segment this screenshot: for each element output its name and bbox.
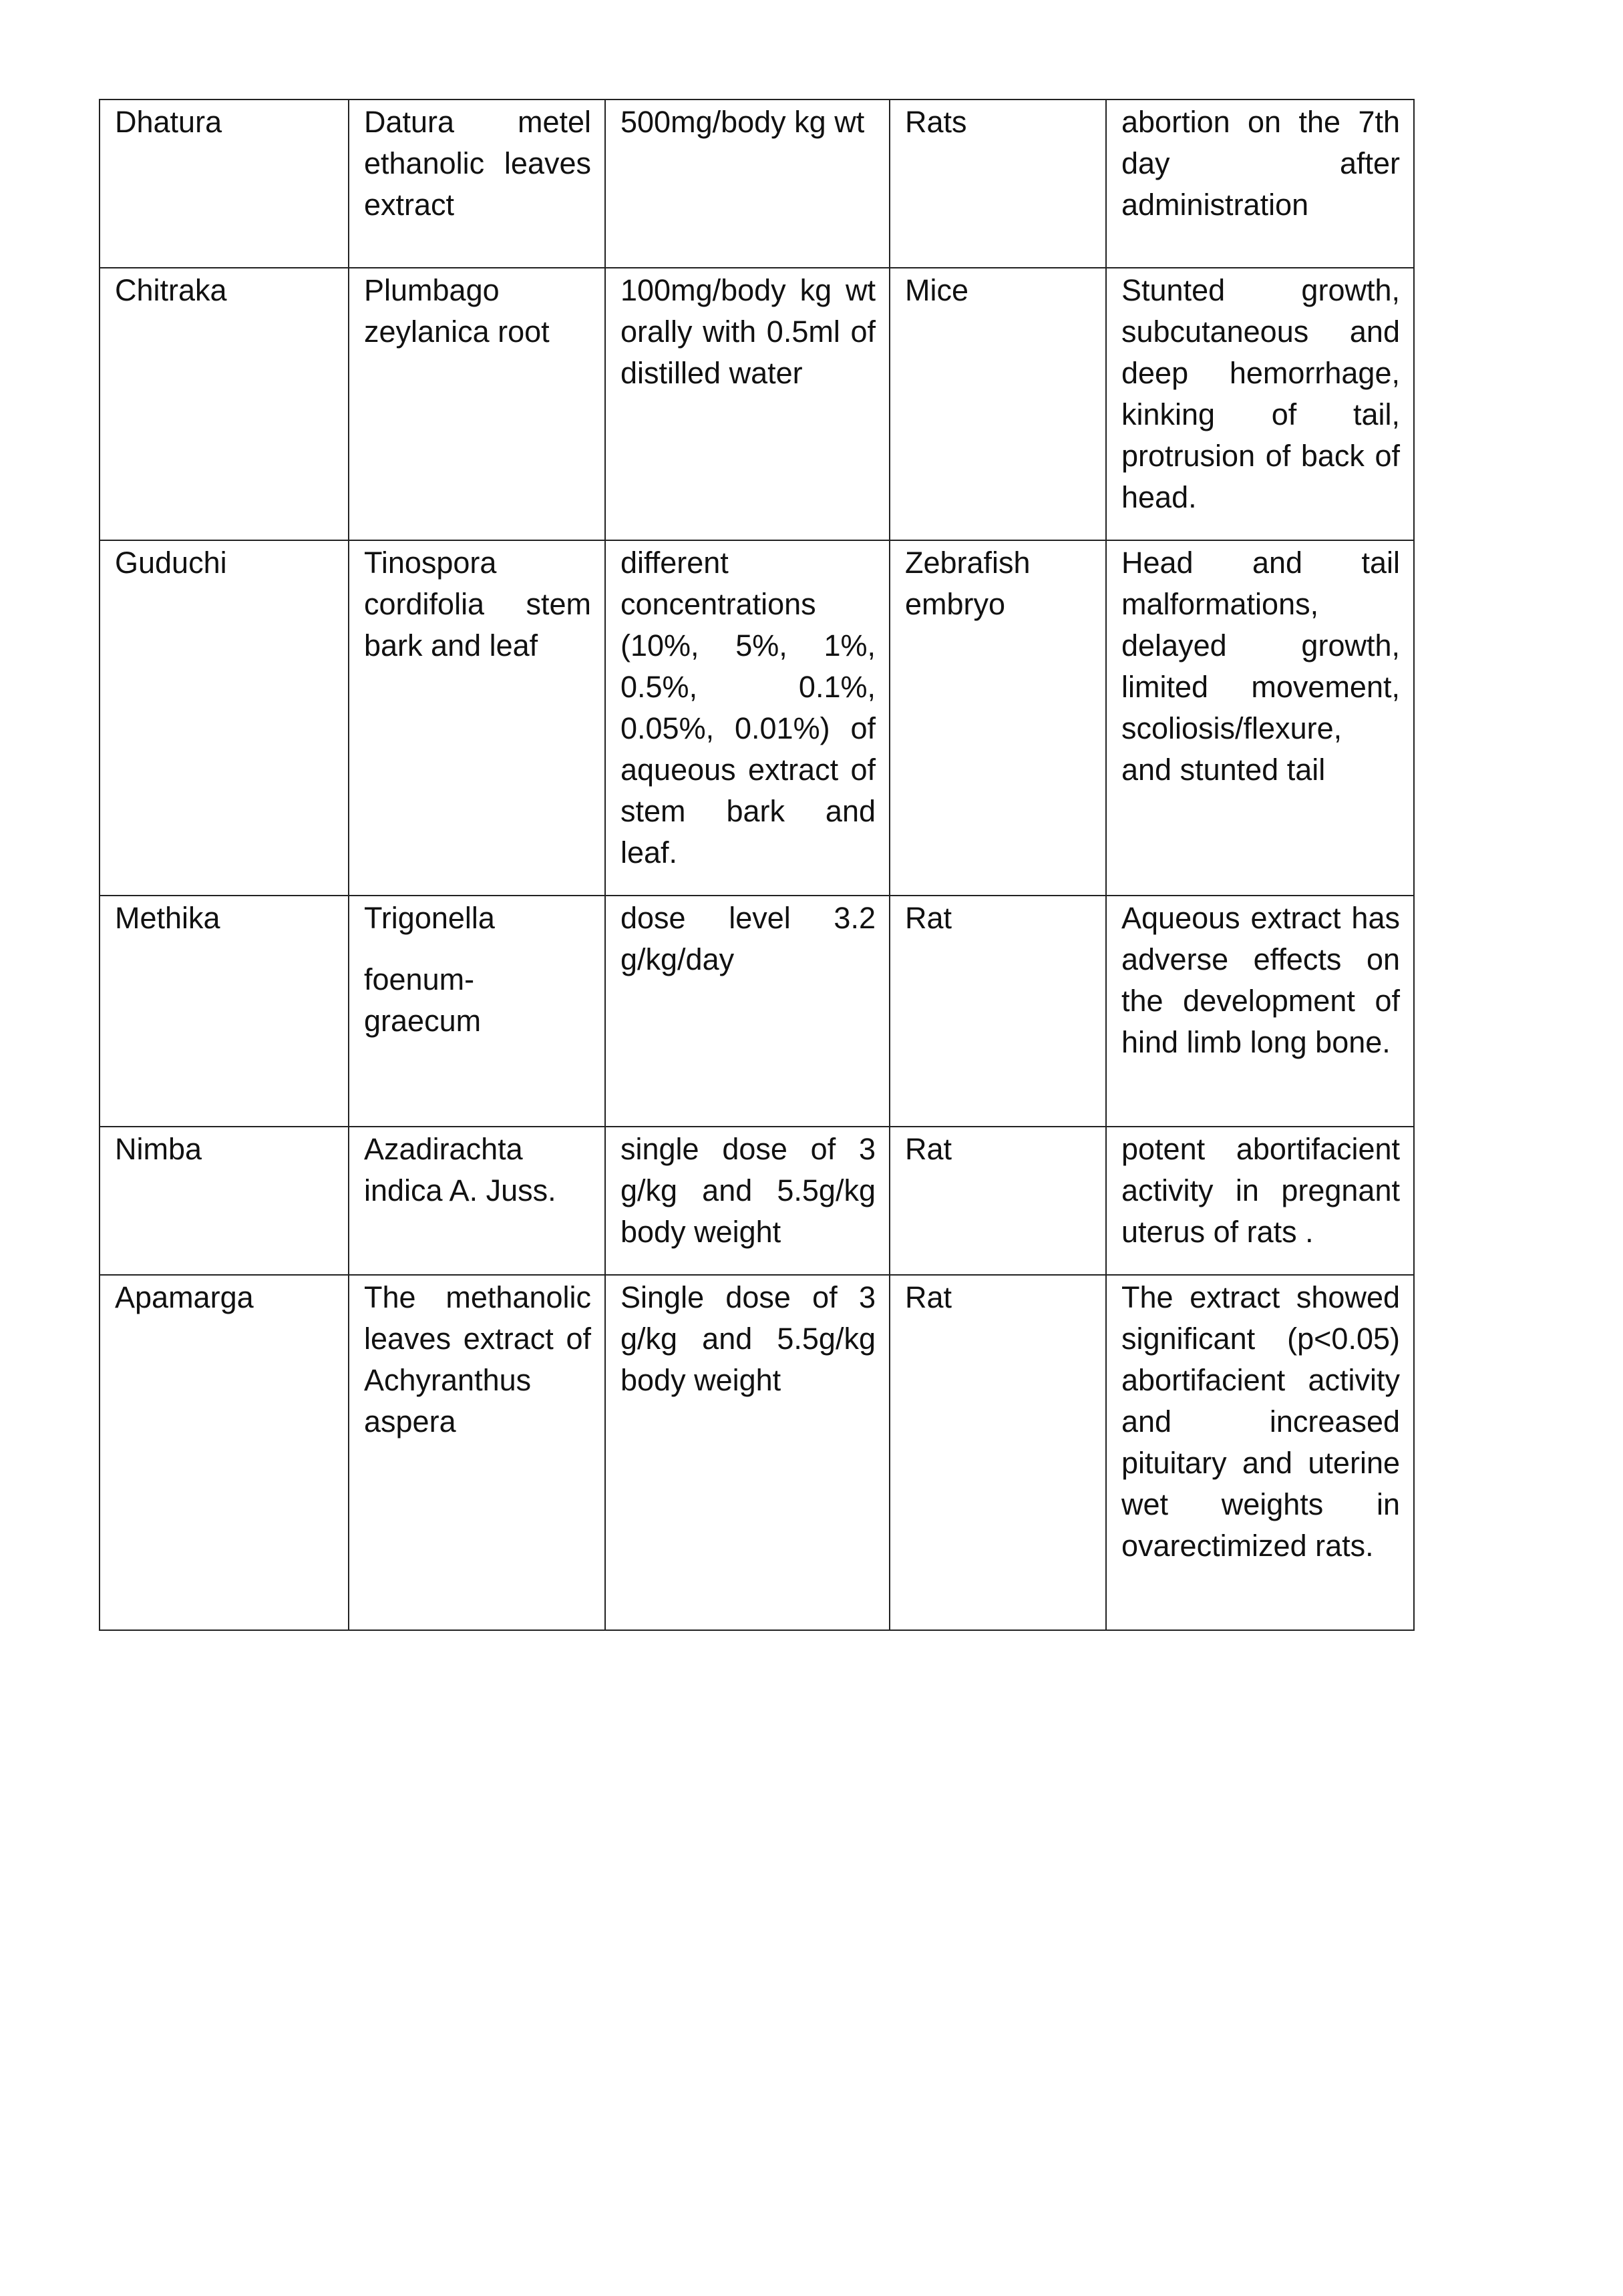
botanical-source-cell: The methanolic leaves extract of Achyranthus aspera xyxy=(349,1275,605,1630)
herb-name-cell: Nimba xyxy=(100,1127,349,1275)
test-model-cell: Mice xyxy=(890,268,1106,540)
table-row-methika xyxy=(100,896,1414,1127)
herb-name-cell: Guduchi xyxy=(100,540,349,896)
herb-toxicity-table xyxy=(99,99,1415,1631)
effect-cell: potent abortifacient activity in pregnant uterus of rats . xyxy=(1106,1127,1414,1275)
test-model-cell: Rat xyxy=(890,1275,1106,1630)
botanical-source-cell: Datura metel ethanolic leaves extract xyxy=(349,100,605,268)
herb-name-cell: Chitraka xyxy=(100,268,349,540)
dose-cell: 500mg/body kg wt xyxy=(605,100,890,268)
table-row-dhatura xyxy=(100,100,1414,268)
herb-name-cell: Dhatura xyxy=(100,100,349,268)
effect-cell: Stunted growth, subcutaneous and deep hemorrhage, kinking of tail, protrusion of back of head. xyxy=(1106,268,1414,540)
botanical-source-cell: Azadirachta indica A. Juss. xyxy=(349,1127,605,1275)
table-row-nimba xyxy=(100,1127,1414,1275)
test-model-cell: Rat xyxy=(890,1127,1106,1275)
herb-name-cell: Apamarga xyxy=(100,1275,349,1630)
table-row-chitraka xyxy=(100,268,1414,540)
dose-cell: Single dose of 3 g/kg and 5.5g/kg body weight xyxy=(605,1275,890,1630)
test-model-cell: Zebrafish embryo xyxy=(890,540,1106,896)
dose-cell: different concentrations (10%, 5%, 1%, 0.5%, 0.1%, 0.05%, 0.01%) of aqueous extract of stem bark and leaf. xyxy=(605,540,890,896)
effect-cell: The extract showed significant (p<0.05) abortifacient activity and increased pituitary and uterine wet weights in ovarectimized rats. xyxy=(1106,1275,1414,1630)
botanical-source-cell xyxy=(349,896,605,1127)
effect-cell: abortion on the 7th day after administration xyxy=(1106,100,1414,268)
table-row-guduchi xyxy=(100,540,1414,896)
effect-cell: Aqueous extract has adverse effects on the development of hind limb long bone. xyxy=(1106,896,1414,1127)
table-row-apamarga xyxy=(100,1275,1414,1630)
dose-cell: single dose of 3 g/kg and 5.5g/kg body weight xyxy=(605,1127,890,1275)
botanical-species: foenum-graecum xyxy=(364,962,482,1038)
botanical-source-cell: Tinospora cordifolia stem bark and leaf xyxy=(349,540,605,896)
effect-cell: Head and tail malformations, delayed growth, limited movement, scoliosis/flexure, and stunted tail xyxy=(1106,540,1414,896)
dose-cell: 100mg/body kg wt orally with 0.5ml of distilled water xyxy=(605,268,890,540)
test-model-cell: Rats xyxy=(890,100,1106,268)
botanical-source-cell: Plumbago zeylanica root xyxy=(349,268,605,540)
botanical-genus: Trigonella xyxy=(364,901,495,935)
herb-name-cell: Methika xyxy=(100,896,349,1127)
dose-cell: dose level 3.2 g/kg/day xyxy=(605,896,890,1127)
test-model-cell: Rat xyxy=(890,896,1106,1127)
